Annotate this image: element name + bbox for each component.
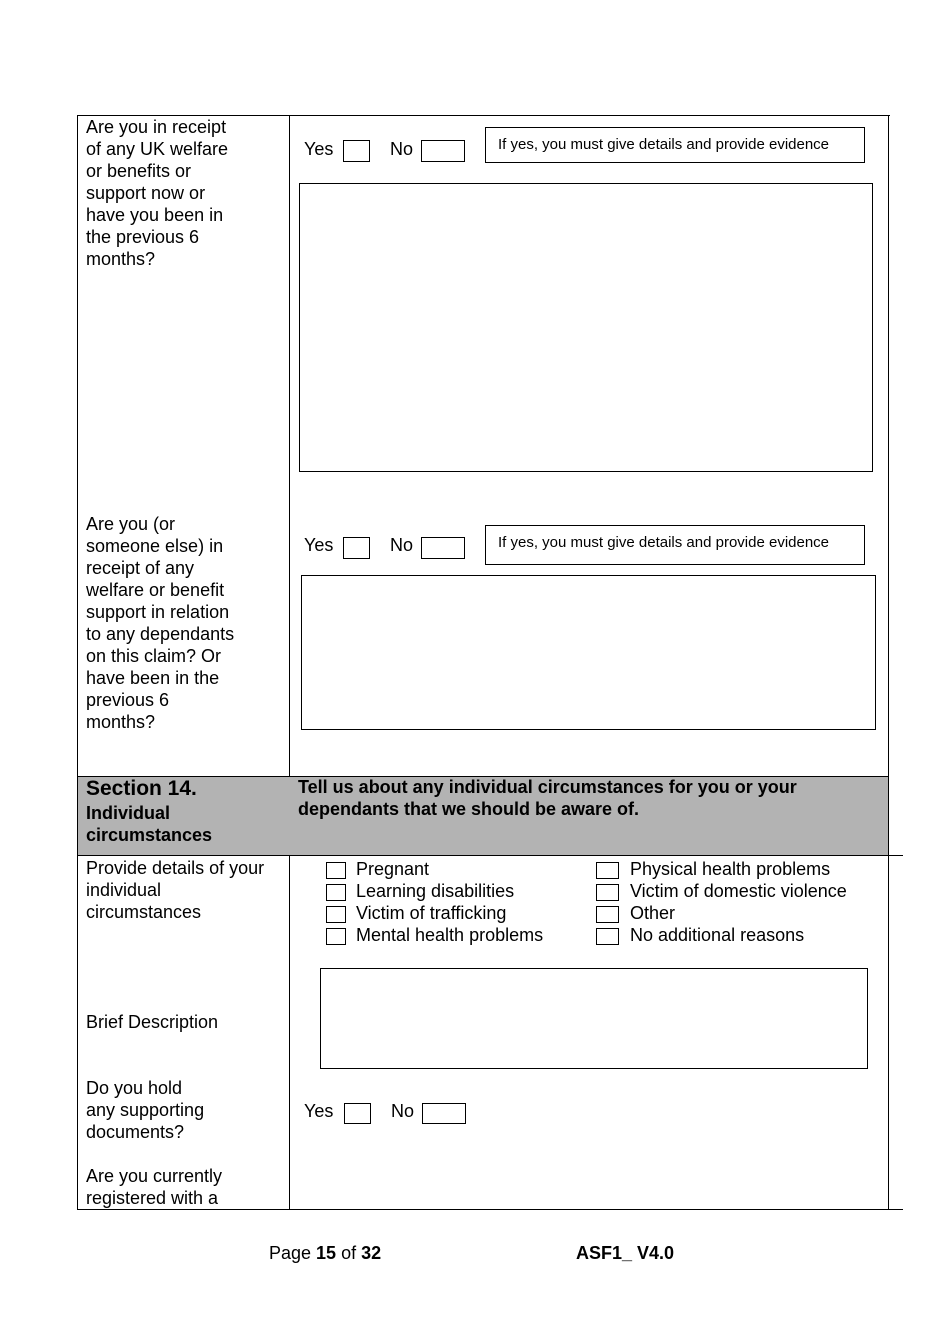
uk-welfare-no-checkbox[interactable] <box>421 140 465 162</box>
learning-disabilities-option-label: Learning disabilities <box>356 881 515 901</box>
uk-welfare-yes-checkbox[interactable] <box>343 140 370 162</box>
physical-health-problems-option-label: Physical health problems <box>630 859 831 879</box>
other-option-label: Other <box>630 903 676 923</box>
no-additional-reasons-option-label: No additional reasons <box>630 925 805 945</box>
circumstances-label: Provide details of your individual circumstances <box>86 858 265 922</box>
brief-description-textarea[interactable] <box>320 968 868 1069</box>
uk-welfare-evidence-note <box>485 127 865 163</box>
dependants-welfare-yes-checkbox[interactable] <box>343 537 370 559</box>
table-left-border <box>77 115 78 1210</box>
form-code: ASF1_ V4.0 <box>576 1243 675 1263</box>
page-current: 15 <box>316 1243 337 1263</box>
dependants-welfare-no-label: No <box>390 535 414 555</box>
learning-disabilities-checkbox[interactable] <box>326 884 346 901</box>
pregnant-option-label: Pregnant <box>356 859 430 879</box>
victim-of-trafficking-option-label: Victim of trafficking <box>356 903 507 923</box>
pregnant-checkbox[interactable] <box>326 862 346 879</box>
section-14-title: Individual circumstances <box>86 803 213 845</box>
section-header-bottom-border <box>77 855 903 856</box>
dependants-welfare-no-checkbox[interactable] <box>421 537 465 559</box>
uk-welfare-details-textarea[interactable] <box>299 183 873 472</box>
dependants-welfare-evidence-note <box>485 525 865 565</box>
page-total: 32 <box>361 1243 382 1263</box>
uk-welfare-question-label: Are you in receipt of any UK welfare or benefits or support now or have you been in the previous 6 months? <box>86 117 229 269</box>
other-checkbox[interactable] <box>596 906 619 923</box>
mental-health-problems-option-label: Mental health problems <box>356 925 544 945</box>
supporting-documents-no-label: No <box>391 1101 415 1121</box>
page-prefix: Page <box>269 1243 317 1263</box>
mental-health-problems-checkbox[interactable] <box>326 928 346 945</box>
uk-welfare-yes-label: Yes <box>304 139 334 159</box>
table-column-divider <box>289 115 290 1210</box>
registered-question-label: Are you currently registered with a <box>86 1166 223 1208</box>
uk-welfare-no-label: No <box>390 139 414 159</box>
page-number <box>269 1242 381 1264</box>
supporting-documents-yes-checkbox[interactable] <box>344 1103 371 1124</box>
no-additional-reasons-checkbox[interactable] <box>596 928 619 945</box>
section-14-instruction: Tell us about any individual circumstances for you or your dependants that we should be aware of. <box>298 777 797 819</box>
physical-health-problems-checkbox[interactable] <box>596 862 619 879</box>
table-right-border <box>888 115 889 1210</box>
dependants-welfare-yes-label: Yes <box>304 535 334 555</box>
victim-of-domestic-violence-checkbox[interactable] <box>596 884 619 901</box>
section-14-number: Section 14. <box>86 777 197 800</box>
brief-description-label: Brief Description <box>86 1012 219 1032</box>
supporting-documents-no-checkbox[interactable] <box>422 1103 466 1124</box>
supporting-documents-yes-label: Yes <box>304 1101 334 1121</box>
page-of: of <box>336 1243 362 1263</box>
supporting-documents-label: Do you hold any supporting documents? <box>86 1078 205 1142</box>
table-bottom-border <box>77 1209 903 1210</box>
dependants-welfare-evidence-note-text: If yes, you must give details and provide evidence <box>498 534 830 551</box>
victim-of-trafficking-checkbox[interactable] <box>326 906 346 923</box>
victim-of-domestic-violence-option-label: Victim of domestic violence <box>630 881 847 901</box>
uk-welfare-evidence-note-text: If yes, you must give details and provide evidence <box>498 136 830 153</box>
dependants-welfare-question-label: Are you (or someone else) in receipt of any welfare or benefit support in relation to any dependants on this claim? Or have been in the previous 6 months? <box>86 514 235 732</box>
dependants-welfare-details-textarea[interactable] <box>301 575 876 730</box>
